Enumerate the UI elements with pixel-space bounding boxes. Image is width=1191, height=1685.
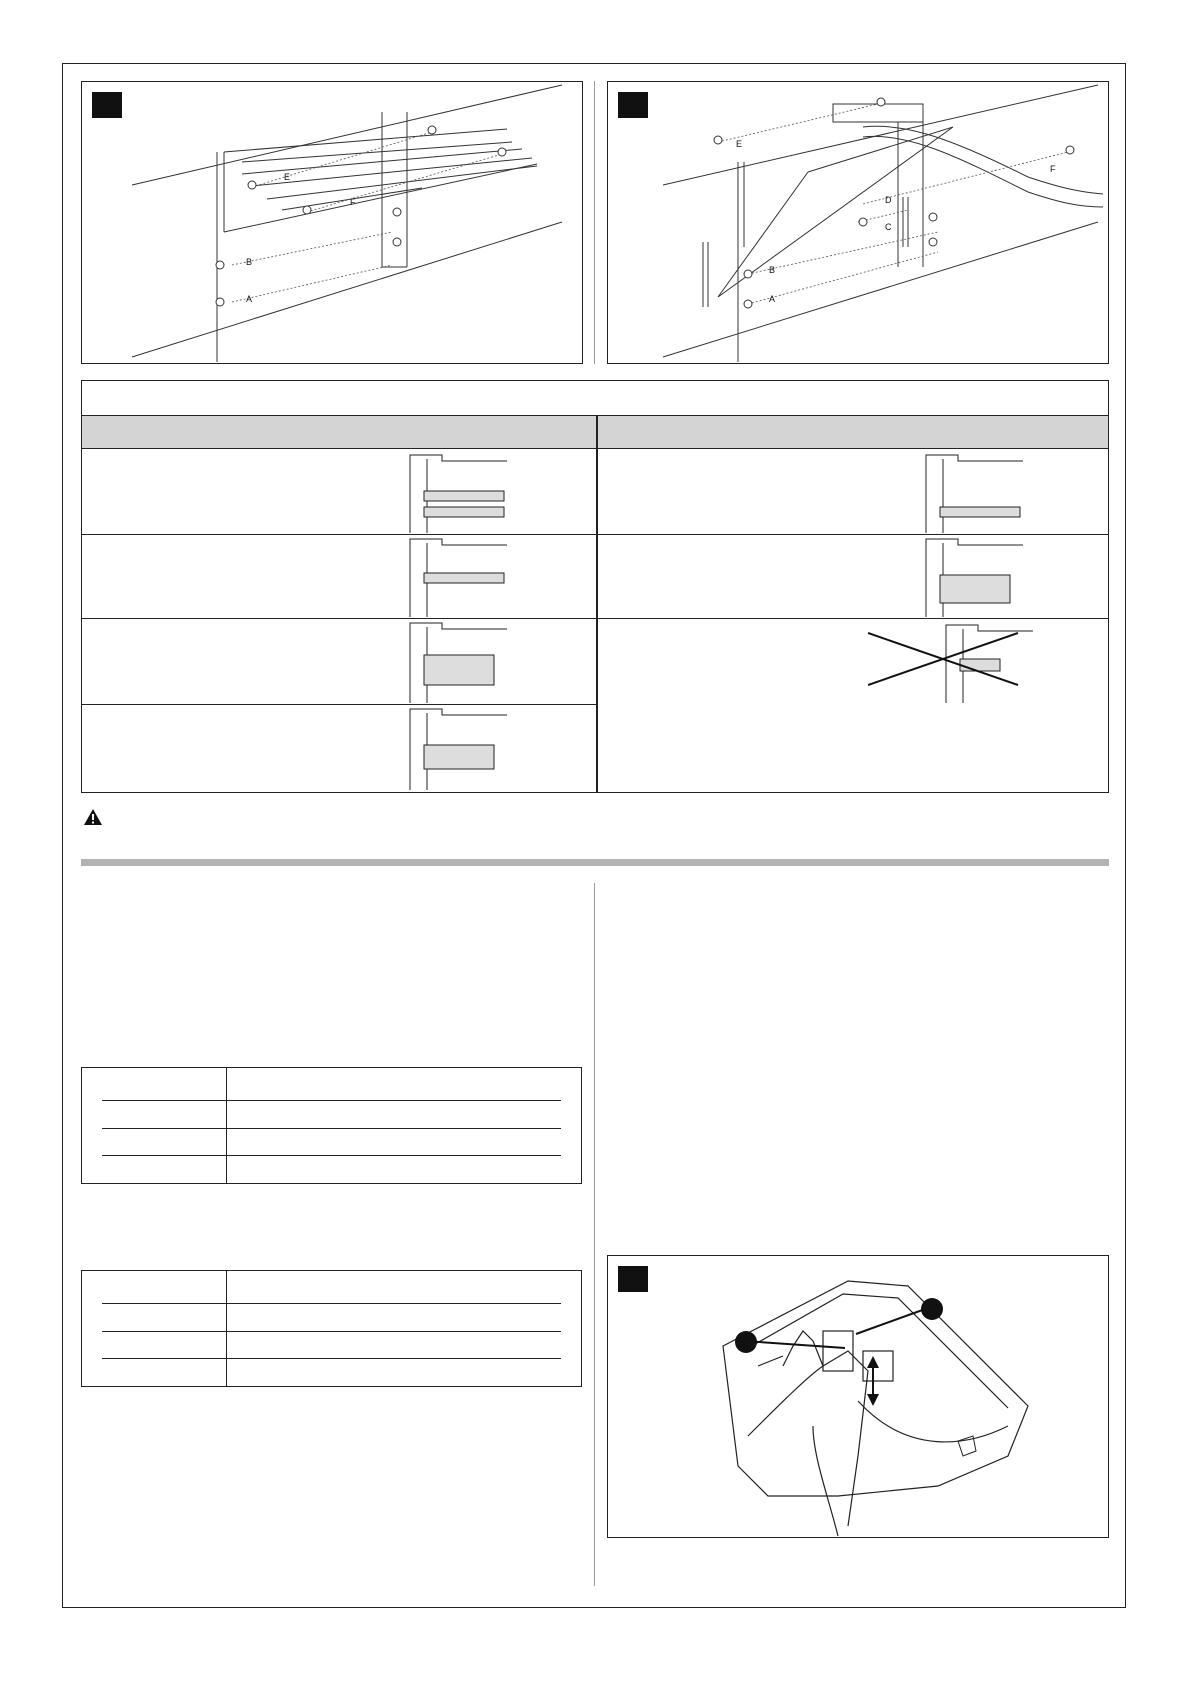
table-column-line <box>226 1068 227 1183</box>
table-row-line <box>102 1155 561 1156</box>
jumper-diagram <box>382 535 542 619</box>
label-d: D <box>885 195 892 205</box>
table-row <box>82 705 597 792</box>
callout-marker-right <box>921 1298 943 1320</box>
table-row <box>598 535 1108 619</box>
warning-triangle-icon <box>83 808 103 826</box>
table-header-right <box>597 415 1108 449</box>
jumper-diagram <box>382 619 542 705</box>
table-row <box>82 619 597 705</box>
figure-hand-adjustment <box>607 1255 1109 1538</box>
mounting-diagram-left <box>82 82 584 365</box>
bottom-column-divider <box>594 883 595 1586</box>
settings-table-1 <box>81 1067 582 1184</box>
label-a: A <box>769 294 776 304</box>
table-row-line <box>102 1128 561 1129</box>
label-f: F <box>1050 164 1056 174</box>
table-header-left <box>82 415 597 449</box>
label-a: A <box>246 294 253 304</box>
jumper-diagram <box>382 705 542 792</box>
label-e: E <box>284 172 291 182</box>
jumper-diagram-crossed-out <box>868 619 1048 709</box>
jumper-diagram <box>382 449 542 535</box>
section-separator-bar <box>81 859 1109 866</box>
table-row <box>82 535 597 619</box>
mounting-diagram-right <box>608 82 1110 365</box>
table-row <box>82 449 597 535</box>
hand-adjustment-illustration <box>608 1256 1110 1539</box>
table-row-line <box>102 1331 561 1332</box>
table-column-line <box>226 1271 227 1386</box>
label-c: C <box>885 222 892 232</box>
table-row-line <box>102 1100 561 1101</box>
photocell-configuration-table <box>81 380 1109 793</box>
table-row <box>598 449 1108 535</box>
label-e: E <box>736 139 743 149</box>
table-row-line <box>102 1358 561 1359</box>
table-row <box>598 619 1108 792</box>
label-f: F <box>350 197 356 207</box>
figure-mounting-left <box>81 81 583 364</box>
callout-marker-left <box>735 1331 757 1353</box>
jumper-diagram <box>898 449 1058 535</box>
settings-table-2 <box>81 1270 582 1387</box>
jumper-diagram <box>898 535 1058 619</box>
label-b: B <box>246 257 253 267</box>
label-b: B <box>769 265 776 275</box>
top-column-divider <box>594 81 595 364</box>
figure-mounting-right <box>607 81 1109 364</box>
table-row-line <box>102 1303 561 1304</box>
